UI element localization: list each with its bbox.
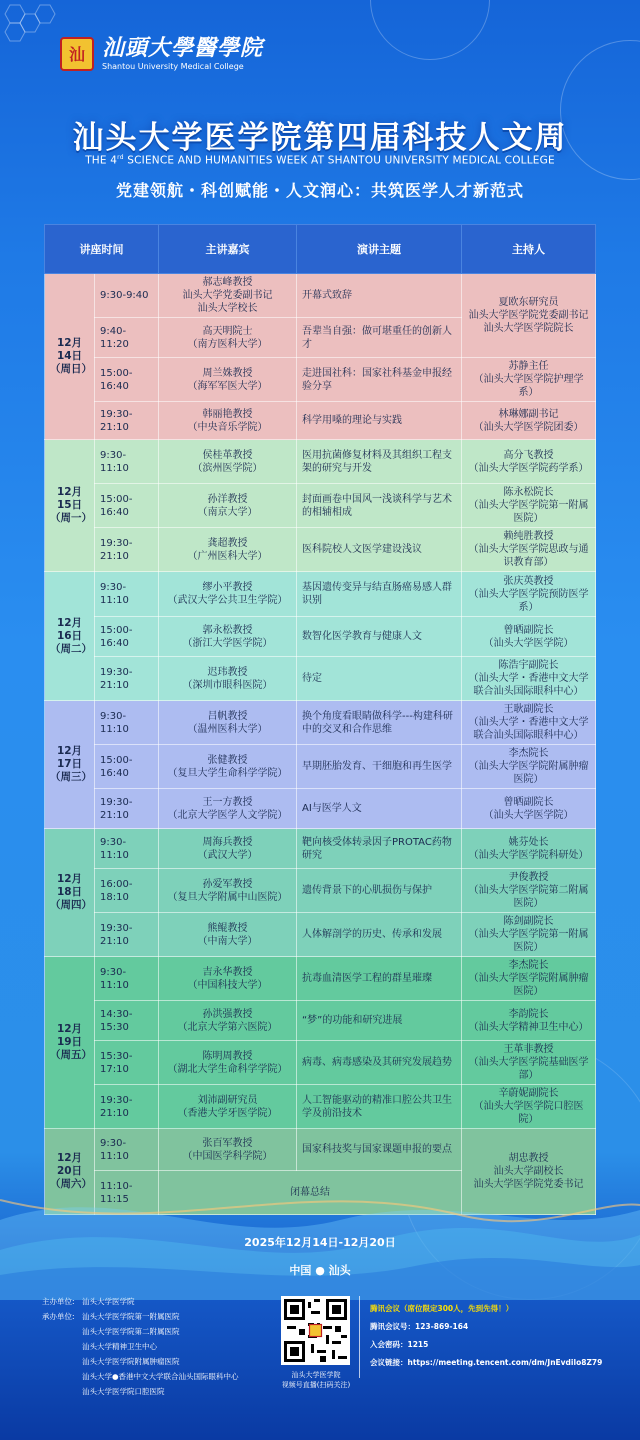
meeting-link[interactable]: https://meeting.tencent.com/dm/JnEvdilo8Z79 <box>407 1358 603 1367</box>
schedule-row <box>45 869 596 913</box>
schedule-body <box>45 274 596 1215</box>
speaker-cell: 张健教授 （复旦大学生命科学学院） <box>159 745 297 789</box>
day-cell: 12月16日 （周二） <box>45 572 95 701</box>
meeting-link-label: 会议链接： <box>370 1358 408 1367</box>
topic-cell: 国家科技奖与国家课题申报的要点 <box>297 1129 462 1171</box>
time-cell: 9:30-11:10 <box>95 701 159 745</box>
header-time: 讲座时间 <box>45 225 159 274</box>
speaker-cell: 熊鲲教授 （中南大学） <box>159 913 297 957</box>
co-org-item: 汕头大学医学院口腔医院 <box>82 1387 165 1396</box>
host-cell: 张庆英教授 （汕头大学医学院预防医学系） <box>462 572 596 617</box>
schedule-row <box>45 572 596 617</box>
co-org-item: 汕头大学医学院第一附属医院 <box>82 1312 180 1321</box>
topic-cell: 基因遗传变异与结直肠癌易感人群识别 <box>297 572 462 617</box>
speaker-cell: 吉永华教授 （中国科技大学） <box>159 957 297 1001</box>
host-org-label: 主办单位: <box>42 1297 75 1306</box>
time-cell: 9:30-11:10 <box>95 957 159 1001</box>
closing-cell: 闭幕总结 <box>159 1171 462 1215</box>
time-cell: 15:00-16:40 <box>95 484 159 528</box>
topic-cell: 靶向核受体转录因子PROTAC药物研究 <box>297 829 462 869</box>
time-cell: 19:30-21:10 <box>95 657 159 701</box>
footer-divider <box>359 1296 360 1378</box>
day-cell: 12月18日 （周四） <box>45 829 95 957</box>
event-title: 汕头大学医学院第四届科技人文周 <box>72 120 568 156</box>
host-cell: 李杰院长 （汕头大学医学院附属肿瘤医院） <box>462 957 596 1001</box>
schedule-row <box>45 358 596 402</box>
college-name-en: Shantou University Medical College <box>102 62 244 71</box>
host-cell: 曾晒副院长 （汕头大学医学院） <box>462 789 596 829</box>
topic-cell: 走进国社科：国家社科基金申报经验分享 <box>297 358 462 402</box>
meeting-password-label: 入会密码： <box>370 1340 408 1349</box>
event-place: 中国 ● 汕头 <box>289 1264 351 1277</box>
speaker-cell: 刘沛副研究员 （香港大学牙医学院） <box>159 1085 297 1129</box>
speaker-cell: 迟玮教授 （深圳市眼科医院） <box>159 657 297 701</box>
header-host: 主持人 <box>462 225 596 274</box>
host-cell: 曾晒副院长 （汕头大学医学院） <box>462 617 596 657</box>
speaker-cell: 韩丽艳教授 （中央音乐学院） <box>159 402 297 440</box>
time-cell: 19:30-21:10 <box>95 1085 159 1129</box>
topic-cell: 医科院校人文医学建设浅议 <box>297 528 462 572</box>
schedule-row <box>45 957 596 1001</box>
co-org-item: 汕头大学医学院第二附属医院 <box>82 1327 180 1336</box>
topic-cell: AI与医学人文 <box>297 789 462 829</box>
host-cell: 林琳娜副书记 （汕头大学医学院团委） <box>462 402 596 440</box>
speaker-cell: 郭永松教授 （浙江大学医学院） <box>159 617 297 657</box>
time-cell: 9:30-9:40 <box>95 274 159 318</box>
schedule-row <box>45 1001 596 1041</box>
schedule-row <box>45 402 596 440</box>
speaker-cell: 孙爱军教授 （复旦大学附属中山医院） <box>159 869 297 913</box>
event-slogan: 党建领航・科创赋能・人文润心：共筑医学人才新范式 <box>115 181 524 200</box>
college-logo <box>60 36 263 71</box>
topic-cell: 医用抗菌修复材料及其组织工程支架的研究与开发 <box>297 440 462 484</box>
topic-cell: 遗传背景下的心肌损伤与保护 <box>297 869 462 913</box>
schedule-row <box>45 789 596 829</box>
topic-cell: 人体解剖学的历史、传承和发展 <box>297 913 462 957</box>
decor-bubble <box>370 0 490 60</box>
time-cell: 9:30-11:10 <box>95 572 159 617</box>
meeting-id-label: 腾讯会议号： <box>370 1322 415 1331</box>
host-cell: 陈永松院长 （汕头大学医学院第一附属医院） <box>462 484 596 528</box>
topic-cell: 吾辈当自强：做可堪重任的创新人才 <box>297 318 462 358</box>
topic-cell: 早期胚胎发育、干细胞和再生医学 <box>297 745 462 789</box>
schedule-row <box>45 484 596 528</box>
topic-cell: “梦”的功能和研究进展 <box>297 1001 462 1041</box>
co-org-item: 汕头大学●香港中文大学联合汕头国际眼科中心 <box>82 1372 239 1381</box>
speaker-cell: 王一方教授 （北京大学医学人文学院） <box>159 789 297 829</box>
time-cell: 15:00-16:40 <box>95 358 159 402</box>
speaker-cell: 侯桂革教授 （滨州医学院） <box>159 440 297 484</box>
meeting-password: 1215 <box>407 1340 429 1349</box>
topic-cell: 人工智能驱动的精准口腔公共卫生学及前沿技术 <box>297 1085 462 1129</box>
host-org: 汕头大学医学院 <box>82 1297 135 1306</box>
host-cell: 李杰院长 （汕头大学医学院附属肿瘤医院） <box>462 745 596 789</box>
host-cell: 赖纯胜教授 （汕头大学医学院思政与通识教育部） <box>462 528 596 572</box>
event-subtitle-en: THE 4rd SCIENCE AND HUMANITIES WEEK AT SHANTOU UNIVERSITY MEDICAL COLLEGE <box>85 154 555 167</box>
schedule-row <box>45 617 596 657</box>
time-cell: 9:30-11:10 <box>95 440 159 484</box>
time-cell: 19:30-21:10 <box>95 528 159 572</box>
host-cell: 尹俊教授 （汕头大学医学院第二附属医院） <box>462 869 596 913</box>
meeting-notice: 腾讯会议（席位限定300人，先到先得！） <box>370 1304 514 1313</box>
day-cell: 12月14日 （周日） <box>45 274 95 440</box>
co-org-item: 汕头大学精神卫生中心 <box>82 1342 157 1351</box>
speaker-cell: 周兰姝教授 （海军军医大学） <box>159 358 297 402</box>
day-cell: 12月20日 （周六） <box>45 1129 95 1215</box>
topic-cell: 科学用嗓的理论与实践 <box>297 402 462 440</box>
college-name-cn: 汕頭大學醫學院 <box>102 35 264 61</box>
schedule-row <box>45 657 596 701</box>
time-cell: 9:30-11:10 <box>95 829 159 869</box>
speaker-cell: 陈明周教授 （湖北大学生命科学学院） <box>159 1041 297 1085</box>
host-cell: 夏欧东研究员 汕头大学医学院党委副书记 汕头大学医学院院长 <box>462 274 596 358</box>
topic-cell: 开幕式致辞 <box>297 274 462 318</box>
time-cell: 9:40-11:20 <box>95 318 159 358</box>
event-dates: 2025年12月14日-12月20日 <box>244 1236 396 1249</box>
co-org-label: 承办单位: <box>42 1312 75 1321</box>
speaker-cell: 高天明院士 （南方医科大学） <box>159 318 297 358</box>
header-speaker: 主讲嘉宾 <box>159 225 297 274</box>
schedule-row <box>45 745 596 789</box>
host-cell: 王耿副院长 （汕头大学・香港中文大学联合汕头国际眼科中心） <box>462 701 596 745</box>
time-cell: 15:00-16:40 <box>95 617 159 657</box>
speaker-cell: 张百军教授 （中国医学科学院） <box>159 1129 297 1171</box>
host-cell: 辛蔚妮副院长 （汕头大学医学院口腔医院） <box>462 1085 596 1129</box>
speaker-cell: 龚超教授 （广州医科大学） <box>159 528 297 572</box>
qr-code[interactable] <box>281 1296 350 1365</box>
organizers-block <box>42 1294 239 1399</box>
schedule-row <box>45 913 596 957</box>
co-org-item: 汕头大学医学院附属肿瘤医院 <box>82 1357 180 1366</box>
speaker-cell: 郝志峰教授 汕头大学党委副书记 汕头大学校长 <box>159 274 297 318</box>
schedule-row <box>45 701 596 745</box>
time-cell: 19:30-21:10 <box>95 913 159 957</box>
speaker-cell: 孙洋教授 （南京大学） <box>159 484 297 528</box>
host-cell: 李韵院长 （汕头大学精神卫生中心） <box>462 1001 596 1041</box>
time-cell: 19:30-21:10 <box>95 402 159 440</box>
time-cell: 11:10-11:15 <box>95 1171 159 1215</box>
host-cell: 姚芬处长 （汕头大学医学院科研处） <box>462 829 596 869</box>
speaker-cell: 缪小平教授 （武汉大学公共卫生学院） <box>159 572 297 617</box>
meeting-info <box>370 1300 602 1372</box>
qr-code-icon <box>284 1299 347 1362</box>
time-cell: 15:30-17:10 <box>95 1041 159 1085</box>
topic-cell: 数智化医学教育与健康人文 <box>297 617 462 657</box>
speaker-cell: 孙洪强教授 （北京大学第六医院） <box>159 1001 297 1041</box>
college-seal-icon: 汕 <box>60 37 94 71</box>
day-cell: 12月17日 （周三） <box>45 701 95 829</box>
schedule-row <box>45 829 596 869</box>
host-cell: 陈浩宇副院长 （汕头大学・香港中文大学联合汕头国际眼科中心） <box>462 657 596 701</box>
host-cell: 高分飞教授 （汕头大学医学院药学系） <box>462 440 596 484</box>
day-cell: 12月19日 （周五） <box>45 957 95 1129</box>
schedule-header-row <box>45 225 596 274</box>
topic-cell: 换个角度看眼睛做科学---构建科研中的交叉和合作思维 <box>297 701 462 745</box>
speaker-cell: 周海兵教授 （武汉大学） <box>159 829 297 869</box>
host-cell: 胡忠教授 汕头大学副校长 汕头大学医学院党委书记 <box>462 1129 596 1215</box>
time-cell: 15:00-16:40 <box>95 745 159 789</box>
schedule-row <box>45 440 596 484</box>
meeting-id[interactable]: 123-869-164 <box>415 1322 469 1331</box>
schedule-row <box>45 528 596 572</box>
qr-caption: 汕头大学医学院 视频号直播(扫码关注) <box>281 1371 351 1389</box>
schedule-row <box>45 1129 596 1171</box>
host-cell: 陈剑副院长 （汕头大学医学院第一附属医院） <box>462 913 596 957</box>
time-cell: 14:30-15:30 <box>95 1001 159 1041</box>
host-cell: 王革非教授 （汕头大学医学院基础医学部） <box>462 1041 596 1085</box>
time-cell: 9:30-11:10 <box>95 1129 159 1171</box>
header-topic: 演讲主题 <box>297 225 462 274</box>
schedule-row <box>45 1085 596 1129</box>
time-cell: 19:30-21:10 <box>95 789 159 829</box>
host-cell: 苏静主任 （汕头大学医学院护理学系） <box>462 358 596 402</box>
day-cell: 12月15日 （周一） <box>45 440 95 572</box>
topic-cell: 病毒、病毒感染及其研究发展趋势 <box>297 1041 462 1085</box>
topic-cell: 抗毒血清医学工程的群星璀璨 <box>297 957 462 1001</box>
schedule-row <box>45 1041 596 1085</box>
topic-cell: 待定 <box>297 657 462 701</box>
time-cell: 16:00-18:10 <box>95 869 159 913</box>
topic-cell: 封面画卷中国风一浅谈科学与艺术的相辅相成 <box>297 484 462 528</box>
schedule-row <box>45 274 596 318</box>
schedule-table <box>44 224 596 1215</box>
speaker-cell: 吕帆教授 （温州医科大学） <box>159 701 297 745</box>
